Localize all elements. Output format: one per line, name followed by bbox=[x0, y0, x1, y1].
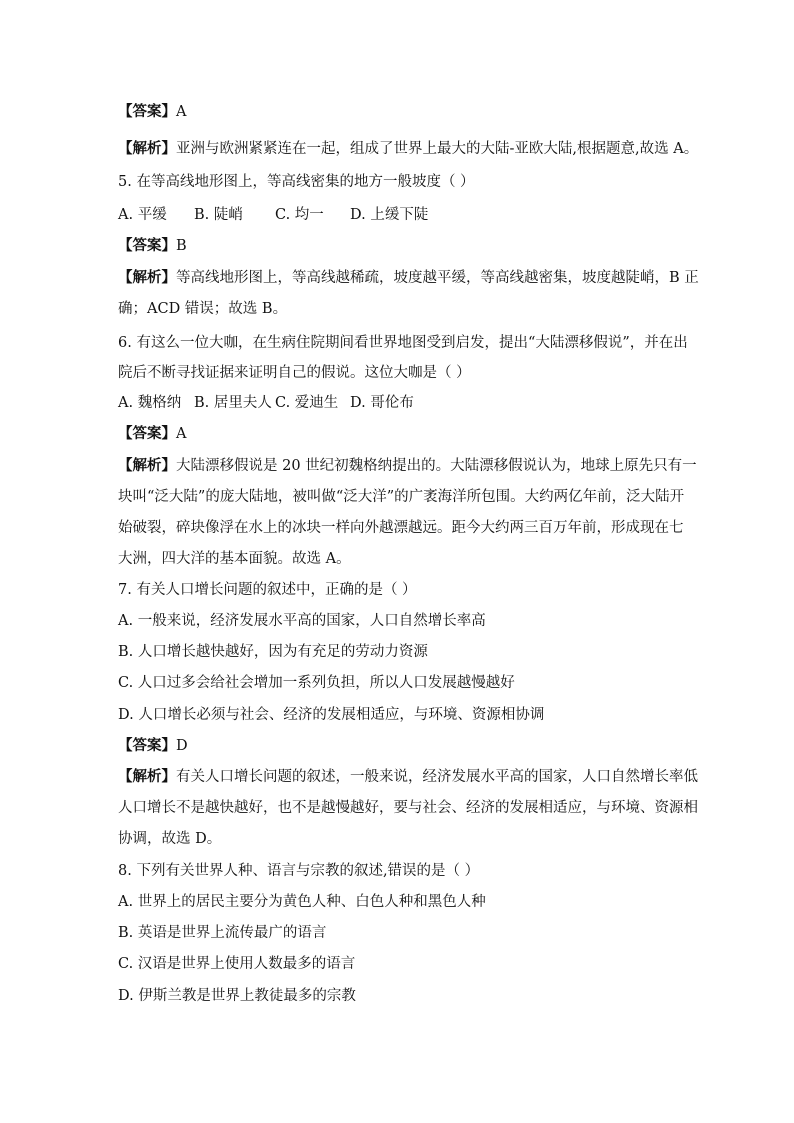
option-text: C. 人口过多会给社会增加一系列负担，所以人口发展越慢越好 bbox=[118, 675, 515, 691]
analysis-text: 确；ACD 错误；故选 B。 bbox=[118, 301, 288, 317]
analysis-text: 协调，故选 D。 bbox=[118, 831, 222, 847]
analysis-line bbox=[118, 829, 688, 849]
option-line bbox=[118, 642, 688, 662]
option-text: C. 汉语是世界上使用人数最多的语言 bbox=[118, 956, 356, 972]
analysis-text: 等高线地形图上，等高线越稀疏，坡度越平缓，等高线越密集，坡度越陡峭，B 正 bbox=[176, 270, 699, 286]
analysis-text: 有关人口增长问题的叙述，一般来说，经济发展水平高的国家，人口自然增长率低 bbox=[176, 769, 698, 785]
analysis-line bbox=[118, 487, 688, 507]
option-item: A. 平缓 bbox=[118, 207, 167, 223]
option-line bbox=[118, 705, 688, 725]
option-item: B. 陡峭 bbox=[194, 207, 243, 223]
question-stem bbox=[118, 172, 688, 192]
answer-value: B bbox=[176, 238, 187, 254]
analysis-text: 始破裂，碎块像浮在水上的冰块一样向外越漂越远。距今大约两三百万年前，形成现在七 bbox=[118, 520, 684, 536]
analysis-label: 【解析】 bbox=[118, 269, 176, 286]
option-line bbox=[118, 892, 688, 912]
option-text: A. 世界上的居民主要分为黄色人种、白色人种和黑色人种 bbox=[118, 894, 486, 910]
option-line bbox=[118, 986, 688, 1006]
option-text: D. 伊斯兰教是世界上教徒最多的宗教 bbox=[118, 988, 356, 1004]
answer-label: 【答案】 bbox=[118, 737, 176, 754]
option-item: C. 均一 bbox=[275, 207, 324, 223]
option-item: A. 魏格纳 bbox=[118, 395, 182, 411]
option-item: D. 上缓下陡 bbox=[350, 207, 429, 223]
analysis-text: 块叫“泛大陆”的庞大陆地，被叫做“泛大洋”的广袤海洋所包围。大约两亿年前，泛大陆开 bbox=[118, 489, 685, 505]
analysis-text: 人口增长不是越快越好，也不是越慢越好，要与社会、经济的发展相适应，与环境、资源相 bbox=[118, 800, 698, 816]
question-stem bbox=[118, 363, 688, 383]
analysis-line bbox=[118, 798, 698, 818]
analysis-line bbox=[118, 139, 699, 159]
answer-value: D bbox=[176, 738, 188, 754]
option-item: B. 居里夫人 bbox=[194, 395, 272, 411]
analysis-label: 【解析】 bbox=[118, 140, 176, 157]
answer-label: 【答案】 bbox=[118, 237, 176, 254]
analysis-line bbox=[118, 299, 688, 319]
analysis-line bbox=[118, 549, 688, 569]
option-text: B. 英语是世界上流传最广的语言 bbox=[118, 925, 327, 941]
analysis-line bbox=[118, 268, 699, 288]
analysis-text: 大陆漂移假说是 20 世纪初魏格纳提出的。大陆漂移假说认为，地球上原先只有一 bbox=[176, 458, 697, 474]
question-text: 7. 有关人口增长问题的叙述中，正确的是（ ） bbox=[118, 582, 417, 598]
answer-label: 【答案】 bbox=[118, 425, 176, 442]
option-line bbox=[118, 954, 688, 974]
analysis-text: 亚洲与欧洲紧紧连在一起，组成了世界上最大的大陆-亚欧大陆,根据题意,故选 A。 bbox=[176, 141, 699, 157]
analysis-line bbox=[118, 518, 688, 538]
option-line bbox=[118, 673, 688, 693]
question-stem bbox=[118, 580, 688, 600]
question-text: 8. 下列有关世界人种、语言与宗教的叙述,错误的是（ ） bbox=[118, 863, 480, 879]
option-text: D. 人口增长必须与社会、经济的发展相适应，与环境、资源相协调 bbox=[118, 707, 545, 723]
answer-line bbox=[118, 236, 688, 256]
analysis-line bbox=[118, 456, 697, 476]
answer-value: A bbox=[176, 104, 187, 120]
option-line bbox=[118, 611, 688, 631]
option-item: D. 哥伦布 bbox=[350, 395, 414, 411]
question-stem bbox=[118, 861, 688, 881]
answer-label: 【答案】 bbox=[118, 103, 176, 120]
option-item: C. 爱迪生 bbox=[275, 395, 339, 411]
answer-line bbox=[118, 736, 688, 756]
analysis-line bbox=[118, 767, 698, 787]
question-stem bbox=[118, 333, 688, 353]
option-line bbox=[118, 923, 688, 943]
answer-line bbox=[118, 424, 688, 444]
answer-line bbox=[118, 102, 688, 122]
option-text: B. 人口增长越快越好，因为有充足的劳动力资源 bbox=[118, 644, 428, 660]
answer-value: A bbox=[176, 426, 187, 442]
question-text: 院后不断寻找证据来证明自己的假说。这位大咖是（ ） bbox=[118, 365, 471, 381]
analysis-label: 【解析】 bbox=[118, 457, 176, 474]
analysis-label: 【解析】 bbox=[118, 768, 176, 785]
analysis-text: 大洲，四大洋的基本面貌。故选 A。 bbox=[118, 551, 351, 567]
option-text: A. 一般来说，经济发展水平高的国家，人口自然增长率高 bbox=[118, 613, 486, 629]
question-text: 5. 在等高线地形图上，等高线密集的地方一般坡度（ ） bbox=[118, 174, 475, 190]
question-text: 6. 有这么一位大咖，在生病住院期间看世界地图受到启发，提出“大陆漂移假说”，并在出 bbox=[118, 335, 688, 351]
